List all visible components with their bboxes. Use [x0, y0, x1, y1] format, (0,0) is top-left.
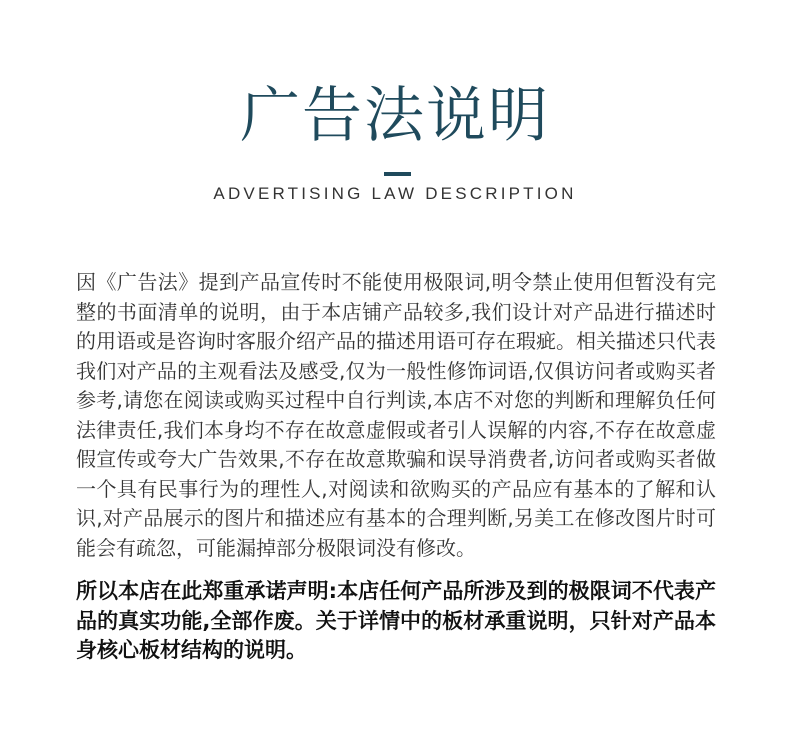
commitment-statement: 所以本店在此郑重承诺声明:本店任何产品所涉及到的极限词不代表产品的真实功能,全部作废。关于详情中的板材承重说明，只针对产品本身核心板材结构的说明。: [76, 579, 716, 662]
title-divider: [384, 172, 411, 176]
page-title: 广告法说明: [240, 81, 550, 151]
disclaimer-paragraph: 因《广告法》提到产品宣传时不能使用极限词,明令禁止使用但暂没有完整的书面清单的说明，由于本店铺产品较多,我们设计对产品进行描述时的用语或是咨询时客服介绍产品的描述用语可存在瑕疵。相关描述只代表我们对产品的主观看法及感受,仅为一般性修饰词语,仅俱访问者或购买者参考,请您在阅读或购买过程中自行判读,本店不对您的判断和理解负任何法律责任,我们本身均不存在故意虚假或者引人误解的内容,不存在故意虚假宣传或夸大广告效果,不存在故意欺骗和误导消费者,访问者或购买者做一个具有民事行为的理性人,对阅读和欲购买的产品应有基本的了解和认识,对产品展示的图片和描述应有基本的合理判断,另美工在修改图片时可能会有疏忽，可能漏掉部分极限词没有修改。: [76, 270, 716, 560]
page-subtitle: ADVERTISING LAW DESCRIPTION: [213, 184, 577, 203]
